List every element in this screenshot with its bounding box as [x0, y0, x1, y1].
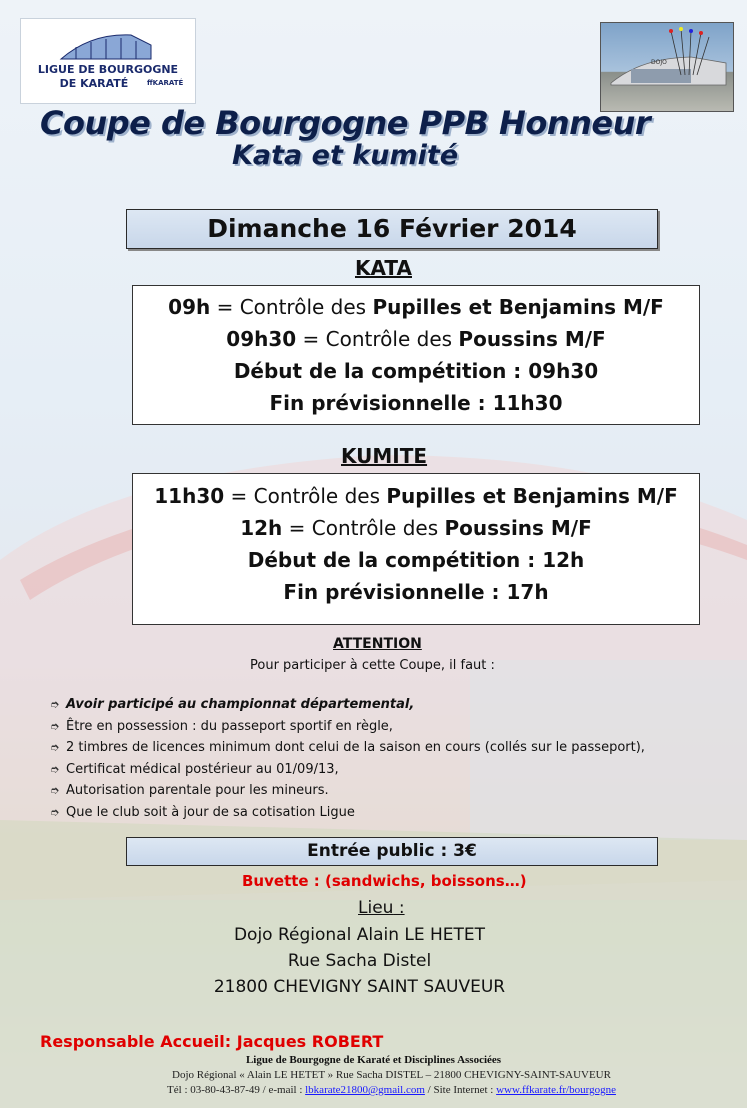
kata-start: Début de la compétition : 09h30	[233, 359, 599, 383]
list-item: ➮ Être en possession : du passeport sportif en règle,	[50, 716, 645, 738]
kata-line-1: 09h = Contrôle des Pupilles et Benjamins M/F	[168, 295, 664, 319]
kumite-line-2: 12h = Contrôle des Poussins M/F	[240, 516, 592, 540]
league-logo	[20, 18, 196, 104]
photo-sign-text: DOJO	[651, 59, 667, 66]
footer-address: Dojo Régional « Alain LE HETET » Rue Sacha DISTEL – 21800 CHEVIGNY-SAINT-SAUVEUR	[172, 1069, 611, 1081]
attention-heading: ATTENTION	[333, 636, 422, 652]
kumite-end: Fin prévisionnelle : 17h	[283, 580, 549, 604]
arrow-icon: ➮	[50, 719, 60, 733]
attention-intro: Pour participer à cette Coupe, il faut :	[250, 658, 495, 673]
list-item: ➮ Autorisation parentale pour les mineurs.	[50, 780, 645, 802]
dojo-photo	[600, 22, 734, 112]
kata-heading: KATA	[355, 256, 412, 280]
list-item: ➮ Avoir participé au championnat départemental,	[50, 694, 645, 716]
kumite-schedule	[132, 473, 700, 625]
event-date: Dimanche 16 Février 2014	[126, 209, 658, 249]
kata-schedule	[132, 285, 700, 425]
kata-line-2: 09h30 = Contrôle des Poussins M/F	[226, 327, 606, 351]
arrow-icon: ➮	[50, 805, 60, 819]
entry-price: Entrée public : 3€	[126, 837, 658, 866]
responsable-accueil: Responsable Accueil: Jacques ROBERT	[40, 1032, 384, 1051]
kata-end: Fin prévisionnelle : 11h30	[269, 391, 563, 415]
footer-organization: Ligue de Bourgogne de Karaté et Disciplines Associées	[245, 1054, 502, 1066]
address-line-3: 21800 CHEVIGNY SAINT SAUVEUR	[213, 977, 506, 997]
kumite-start: Début de la compétition : 12h	[247, 548, 585, 572]
kumite-heading: KUMITE	[341, 444, 428, 468]
page-subtitle: Kata et kumité	[232, 140, 459, 171]
arrow-icon: ➮	[50, 698, 60, 711]
list-item: ➮ Que le club soit à jour de sa cotisation Ligue	[50, 802, 645, 824]
arena-logo-icon	[21, 21, 195, 65]
address-line-1: Dojo Régional Alain LE HETET	[233, 925, 486, 945]
arrow-icon: ➮	[50, 762, 60, 776]
requirements-list	[50, 694, 645, 823]
kumite-line-1: 11h30 = Contrôle des Pupilles et Benjamins M/F	[154, 484, 678, 508]
address-line-2: Rue Sacha Distel	[287, 951, 432, 971]
logo-ffkarate-text: ffKARATÉ	[147, 79, 184, 87]
list-item: ➮ Certificat médical postérieur au 01/09/13,	[50, 759, 645, 781]
arrow-icon: ➮	[50, 784, 60, 797]
buvette-info: Buvette : (sandwichs, boissons…)	[242, 872, 527, 890]
list-item: ➮ 2 timbres de licences minimum dont celui de la saison en cours (collés sur le passeport),	[50, 737, 645, 759]
page-title: Coupe de Bourgogne PPB Honneur	[40, 104, 651, 142]
arrow-icon: ➮	[50, 741, 60, 754]
email-link[interactable]: lbkarate21800@gmail.com	[305, 1084, 425, 1096]
lieu-label: Lieu :	[358, 898, 405, 918]
dojo-building-photo-icon	[601, 23, 733, 111]
website-link[interactable]: www.ffkarate.fr/bourgogne	[496, 1084, 616, 1096]
logo-text-line2: DE KARATÉ	[59, 77, 129, 90]
footer-contact: Tél : 03-80-43-87-49 / e-mail : lbkarate21800@gmail.com / Site Internet : www.ffkarate.fr/bourgogne	[167, 1084, 616, 1096]
logo-text-line1: LIGUE DE BOURGOGNE	[37, 63, 179, 76]
